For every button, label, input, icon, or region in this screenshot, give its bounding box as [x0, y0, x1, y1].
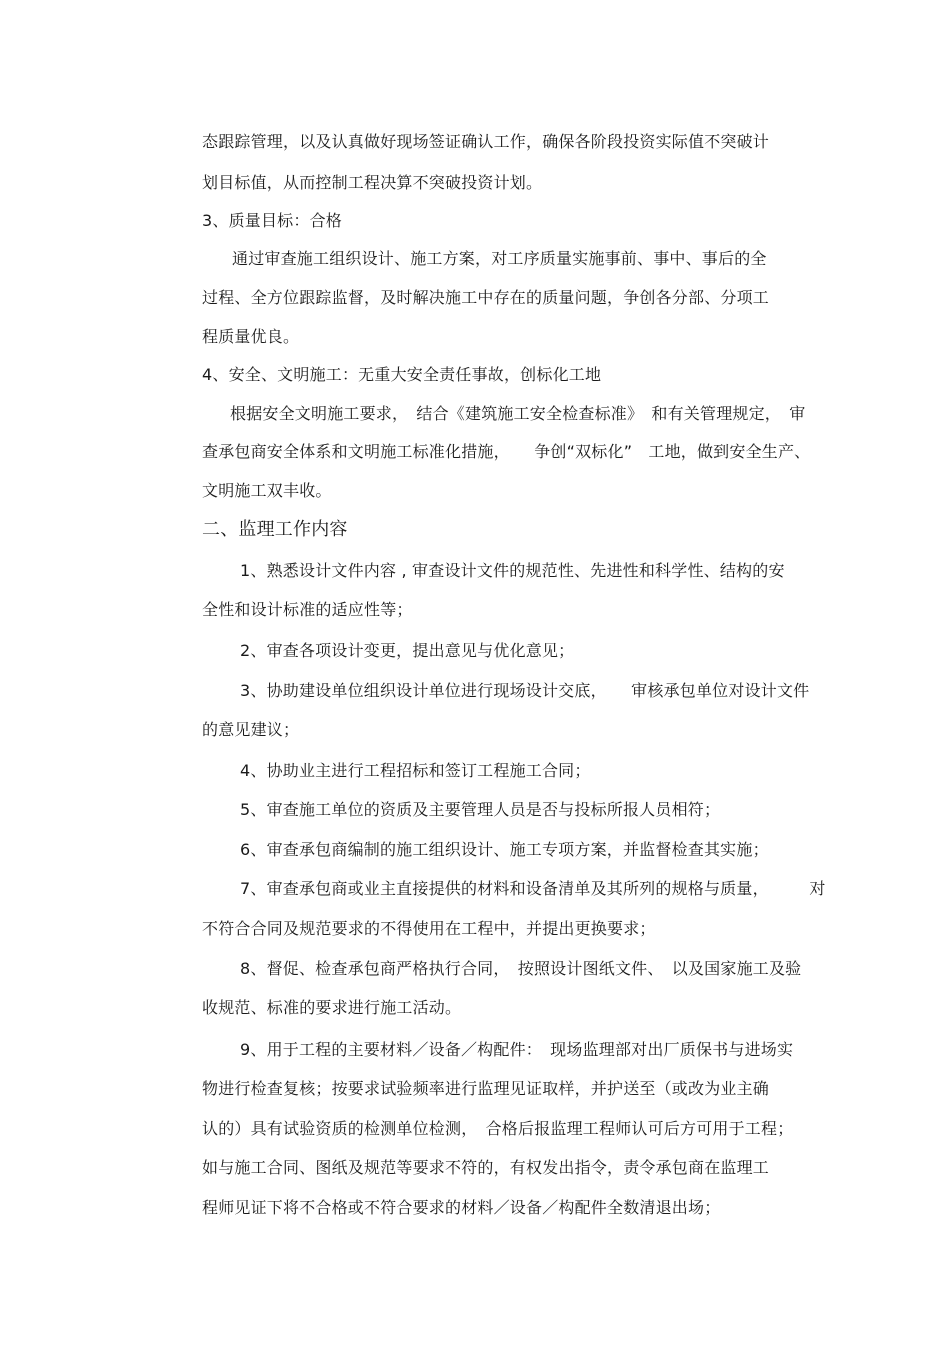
text-line: 程质量优良。 — [202, 327, 300, 346]
text-line: 的意见建议； — [202, 720, 300, 739]
text-line: 态跟踪管理，以及认真做好现场签证确认工作，确保各阶段投资实际值不突破计 — [202, 132, 770, 151]
section-heading: 3、质量目标：合格 — [202, 211, 342, 230]
text-line: 过程、全方位跟踪监督，及时解决施工中存在的质量问题，争创各分部、分项工 — [202, 288, 770, 307]
text-line: 程师见证下将不合格或不符合要求的材料／设备／构配件全数清退出场； — [202, 1198, 721, 1217]
text-line: 4、协助业主进行工程招标和签订工程施工合同； — [240, 761, 591, 780]
text-line: 2、审查各项设计变更，提出意见与优化意见； — [240, 641, 575, 660]
text-line: 划目标值，从而控制工程决算不突破投资计划。 — [202, 173, 543, 192]
text-line: 6、审查承包商编制的施工组织设计、施工专项方案，并监督检查其实施； — [240, 840, 769, 859]
text-line: 通过审查施工组织设计、施工方案，对工序质量实施事前、事中、事后的全 — [232, 249, 767, 268]
text-line: 7、审查承包商或业主直接提供的材料和设备清单及其所列的规格与质量， 对 — [240, 879, 826, 898]
section-heading: 4、安全、文明施工：无重大安全责任事故，创标化工地 — [202, 365, 602, 384]
text-line: 1、熟悉设计文件内容 , 审查设计文件的规范性、先进性和科学性、结构的安 — [240, 561, 785, 580]
text-line: 根据安全文明施工要求， 结合《建筑施工安全检查标准》 和有关管理规定， 审 — [230, 404, 806, 423]
text-line: 查承包商安全体系和文明施工标准化措施， 争创“双标化” 工地，做到安全生产、 — [202, 442, 811, 461]
text-line: 全性和设计标准的适应性等； — [202, 600, 413, 619]
text-line: 文明施工双丰收。 — [202, 481, 332, 500]
text-line: 3、协助建设单位组织设计单位进行现场设计交底， 审核承包单位对设计文件 — [240, 681, 810, 700]
chapter-heading: 二、监理工作内容 — [202, 519, 348, 540]
text-line: 5、审查施工单位的资质及主要管理人员是否与投标所报人员相符； — [240, 800, 721, 819]
text-line: 9、用于工程的主要材料／设备／构配件： 现场监理部对出厂质保书与进场实 — [240, 1040, 794, 1059]
text-line: 8、督促、检查承包商严格执行合同， 按照设计图纸文件、 以及国家施工及验 — [240, 959, 802, 978]
text-line: 如与施工合同、图纸及规范等要求不符的，有权发出指令，责令承包商在监理工 — [202, 1158, 770, 1177]
text-line: 收规范、标准的要求进行施工活动。 — [202, 998, 462, 1017]
text-line: 认的）具有试验资质的检测单位检测， 合格后报监理工程师认可后方可用于工程； — [202, 1119, 794, 1138]
text-line: 物进行检查复核；按要求试验频率进行监理见证取样，并护送至（或改为业主确 — [202, 1079, 770, 1098]
text-line: 不符合合同及规范要求的不得使用在工程中，并提出更换要求； — [202, 919, 656, 938]
